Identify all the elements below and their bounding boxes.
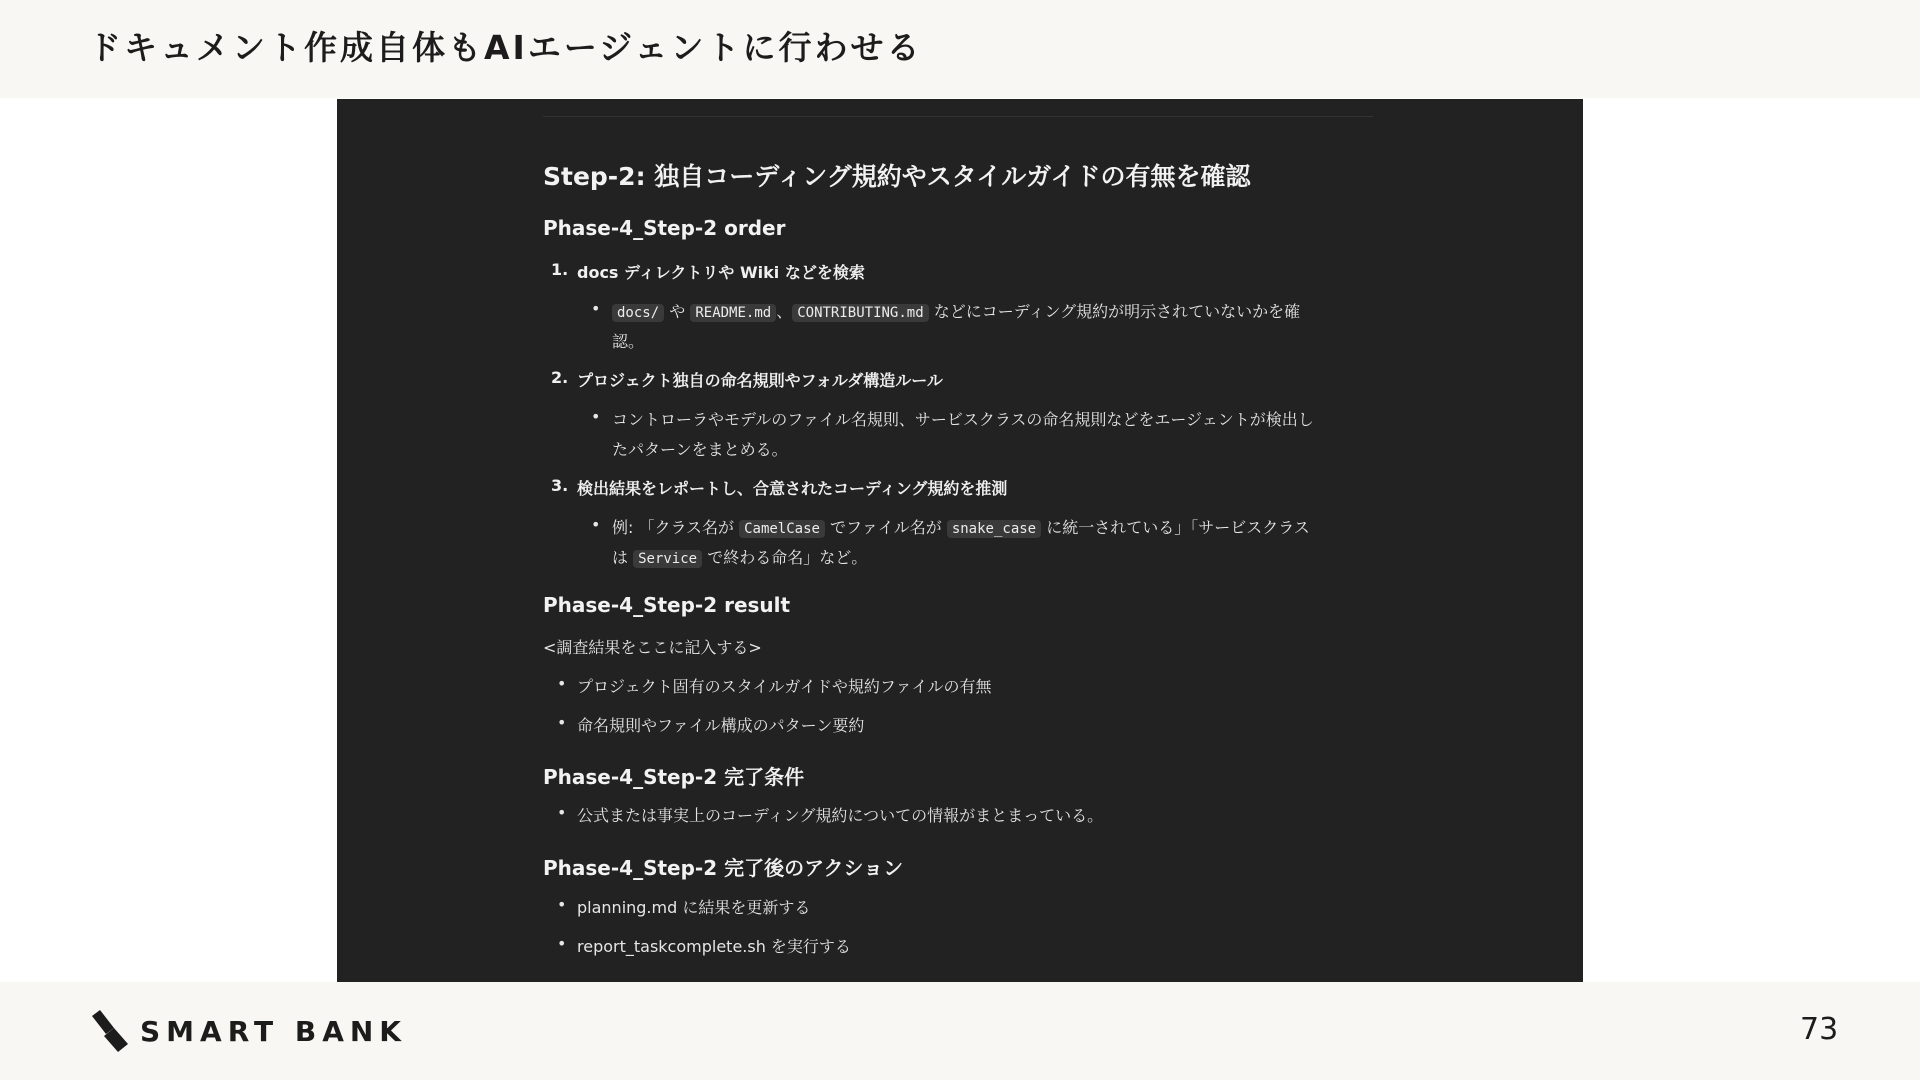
inline-code: snake_case: [947, 520, 1041, 538]
order-item-number: 1.: [551, 260, 569, 279]
inline-code: Service: [633, 550, 702, 568]
result-bullet: 命名規則やファイル構成のパターン要約: [577, 716, 865, 735]
result-intro: <調査結果をここに記入する>: [543, 638, 762, 657]
order-item-detail: コントローラやモデルのファイル名規則、サービスクラスの命名規則などをエージェントが検出し: [612, 410, 1314, 429]
completion-bullet: 公式または事実上のコーディング規約についての情報がまとまっている。: [577, 806, 1104, 825]
inline-code: CONTRIBUTING.md: [792, 304, 928, 322]
order-item-title: docs ディレクトリや Wiki などを検索: [577, 263, 865, 282]
document-screenshot: [337, 99, 1583, 982]
order-heading: Phase-4_Step-2 order: [543, 216, 786, 240]
result-heading: Phase-4_Step-2 result: [543, 593, 791, 617]
actions-heading: Phase-4_Step-2 完了後のアクション: [543, 856, 904, 880]
bullet: •: [557, 895, 567, 914]
result-bullet: プロジェクト固有のスタイルガイドや規約ファイルの有無: [577, 677, 992, 696]
order-item-detail-cont: たパターンをまとめる。: [612, 440, 788, 459]
order-item-number: 3.: [551, 476, 569, 495]
bullet: •: [557, 934, 567, 953]
bullet: •: [591, 299, 601, 318]
order-item-title: 検出結果をレポートし、合意されたコーディング規約を推測: [577, 479, 1008, 498]
completion-heading: Phase-4_Step-2 完了条件: [543, 765, 805, 789]
slide-header: [0, 0, 1920, 98]
step-heading: Step-2: 独自コーディング規約やスタイルガイドの有無を確認: [543, 162, 1251, 191]
order-item-title: プロジェクト独自の命名規則やフォルダ構造ルール: [577, 371, 943, 390]
order-item-number: 2.: [551, 368, 569, 387]
inline-code: README.md: [690, 304, 776, 322]
order-item-detail: docs/ や README.md 、 CONTRIBUTING.md などにコーディング規約が明示されていないかを確: [612, 299, 1300, 322]
inline-code: docs/: [612, 304, 664, 322]
page-number: 73: [1800, 1012, 1839, 1047]
brand-name: SMART BANK: [140, 1015, 407, 1048]
action-bullet: report_taskcomplete.sh を実行する: [577, 937, 851, 956]
bullet: •: [591, 515, 601, 534]
slide-footer: [0, 982, 1920, 1080]
order-item-detail-cont: 認。: [612, 332, 645, 351]
bullet: •: [557, 803, 567, 822]
inline-code: CamelCase: [739, 520, 825, 538]
slide-title: ドキュメント作成自体もAIエージェントに行わせる: [88, 28, 923, 67]
bullet: •: [557, 713, 567, 732]
bullet: •: [557, 674, 567, 693]
smartbank-logo-icon: [90, 1010, 130, 1054]
action-bullet: planning.md に結果を更新する: [577, 898, 811, 917]
order-item-detail-cont: は Service で終わる命名」など。: [612, 548, 868, 567]
divider: [543, 116, 1373, 117]
order-item-detail: 例: 「クラス名が CamelCase でファイル名が snake_case に統一されている」「サービスクラス: [612, 518, 1310, 537]
bullet: •: [591, 407, 601, 426]
